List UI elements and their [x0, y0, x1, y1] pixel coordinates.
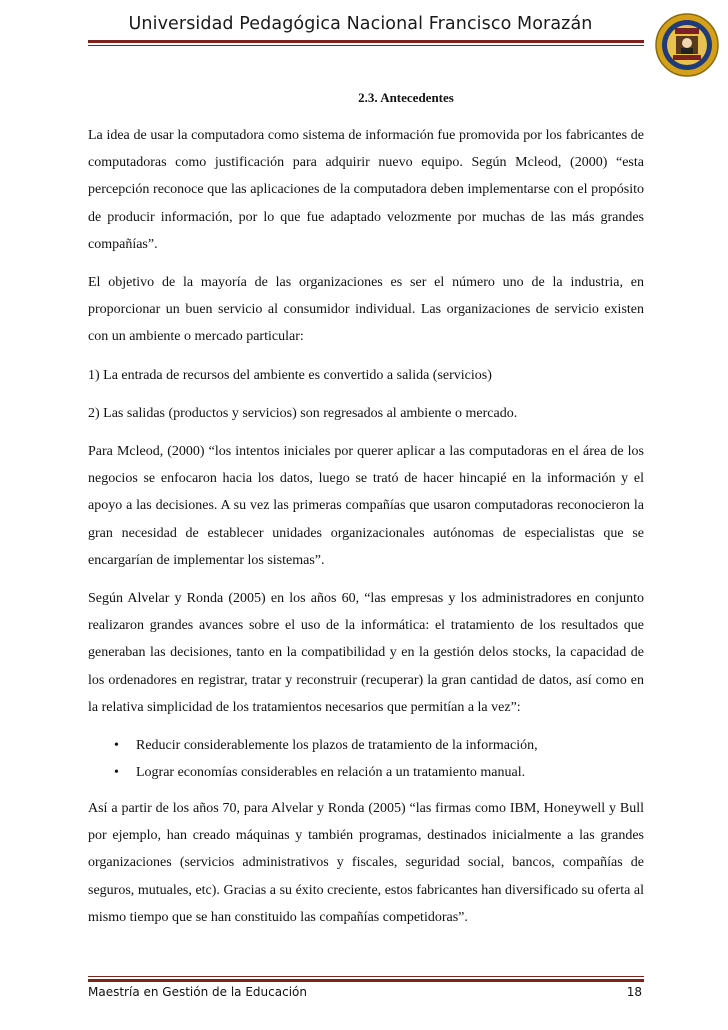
list-item-text: Reducir considerablemente los plazos de tratamiento de la información,	[136, 738, 538, 754]
paragraph: 2) Las salidas (productos y servicios) son regresados al ambiente o mercado.	[88, 405, 518, 421]
header-rule-thick	[88, 40, 644, 43]
list-item-text: Lograr economías considerables en relación a un tratamiento manual.	[136, 765, 526, 781]
footer-rule-thin	[88, 976, 644, 977]
paragraph: Así a partir de los años 70, para Alvelar y Ronda (2005) “las firmas como IBM, Honeywell y Bull por ejemplo, han creado máquinas y también programas, destinados inicialmente a las grandes organizaciones (servicios administrativos y fiscales, seguridad social, bancos, compañías de seguros, mutuales, etc). Gracias a su éxito creciente, estos fabricantes han diversificado su oferta al mismo tiempo que se han constituido las compañías competidoras”.	[88, 801, 644, 925]
page-content	[88, 88, 644, 942]
paragraph: Para Mcleod, (2000) “los intentos iniciales por querer aplicar a las computadoras en el área de los negocios se enfocaron hacia los datos, luego se trató de hacer hincapié en la información y el apoyo a las decisiones. A su vez las primeras compañías que usaron computadoras reconocieron la gran necesidad de establecer unidades organizacionales autónomas de especialistas que se encargarían de implementar los sistemas”.	[88, 444, 644, 568]
header-rule-thin	[88, 45, 644, 46]
list-item	[112, 759, 644, 786]
footer-rule-thick	[88, 979, 644, 982]
paragraph: La idea de usar la computadora como sistema de información fue promovida por los fabricantes de computadoras como justificación para adquirir nuevo equipo. Según Mcleod, (2000) “esta percepción reconoce que las aplicaciones de la computadora deben implementarse con el propósito de producir información, por lo que fue adaptado velozmente por muchas de las más grandes compañías”.	[88, 128, 644, 252]
paragraph: Según Alvelar y Ronda (2005) en los años 60, “las empresas y los administradores en conjunto realizaron grandes avances sobre el uso de la informática: el tratamiento de los resultados que generaban las decisiones, tanto en la compatibilidad y en la gestión delos stocks, la capacidad de los ordenadores en registrar, tratar y reconstruir (recuperar) la gran cantidad de datos, así como en la relativa simplicidad de los tratamientos necesarios que permitían a la vez”:	[88, 591, 644, 715]
section-title: 2.3. Antecedentes	[358, 90, 454, 105]
list-item	[112, 732, 644, 759]
university-seal-icon	[654, 12, 720, 78]
paragraph: El objetivo de la mayoría de las organizaciones es ser el número uno de la industria, en proporcionar un buen servicio al consumidor individual. Las organizaciones de servicio existen con un ambiente o mercado particular:	[88, 275, 644, 345]
page-number: 18	[626, 985, 642, 999]
footer-text: Maestría en Gestión de la Educación	[88, 985, 307, 999]
bullet-icon: •	[114, 765, 119, 781]
bullet-list	[88, 732, 644, 786]
paragraph: 1) La entrada de recursos del ambiente es convertido a salida (servicios)	[88, 367, 492, 383]
header-title: Universidad Pedagógica Nacional Francisco Morazán	[128, 14, 593, 34]
bullet-icon: •	[114, 738, 119, 754]
